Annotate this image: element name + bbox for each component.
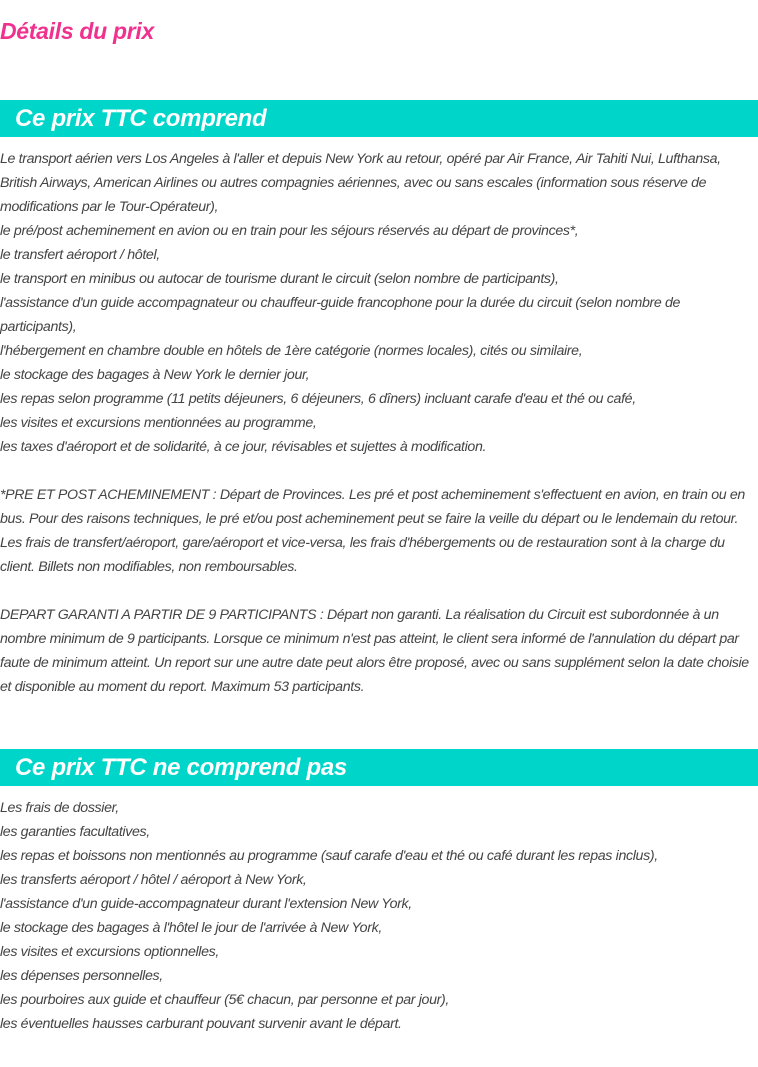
list-item: les garanties facultatives,: [0, 824, 150, 840]
spacer: [0, 579, 758, 603]
excludes-heading: Ce prix TTC ne comprend pas: [0, 749, 758, 786]
depart-garanti-note: DEPART GARANTI A PARTIR DE 9 PARTICIPANTS : Départ non garanti. La réalisation du Circuit est subordonnée à un nombre minimum de 9 participants. Lorsque ce minimum n'est pas atteint, le client sera informé de l'annulation du départ par faute de minimum atteint. Un report sur une autre date peut alors être proposé, avec ou sans supplément selon la date choisie et disponible au moment du report. Maximum 53 participants.: [0, 607, 749, 695]
list-item: les dépenses personnelles,: [0, 968, 163, 984]
list-item: le pré/post acheminement en avion ou en train pour les séjours réservés au départ de provinces*,: [0, 223, 579, 239]
list-item: l'assistance d'un guide-accompagnateur durant l'extension New York,: [0, 896, 412, 912]
list-item: Le transport aérien vers Los Angeles à l'aller et depuis New York au retour, opéré par Air France, Air Tahiti Nui, Lufthansa, British Airways, American Airlines ou autres compagnies aériennes, avec ou sans escales (information sous réserve de modifications par le Tour-Opérateur),: [0, 151, 721, 215]
list-item: les repas selon programme (11 petits déjeuners, 6 déjeuners, 6 dîners) incluant carafe d'eau et thé ou café,: [0, 391, 636, 407]
excludes-list: [0, 796, 758, 1036]
list-item: les visites et excursions mentionnées au programme,: [0, 415, 317, 431]
acheminement-note: *PRE ET POST ACHEMINEMENT : Départ de Provinces. Les pré et post acheminement s'effectuent en avion, en train ou en bus. Pour des raisons techniques, le pré et/ou post acheminement peut se faire la veille du départ ou le lendemain du retour. Les frais de transfert/aéroport, gare/aéroport et vice-versa, les frais d'hébergements ou de restauration sont à la charge du client. Billets non modifiables, non remboursables.: [0, 487, 745, 575]
page-title: Détails du prix: [0, 18, 154, 44]
includes-list: [0, 147, 758, 699]
list-item: le stockage des bagages à New York le dernier jour,: [0, 367, 310, 383]
list-item: le stockage des bagages à l'hôtel le jour de l'arrivée à New York,: [0, 920, 382, 936]
spacer: [0, 459, 758, 483]
list-item: les taxes d'aéroport et de solidarité, à ce jour, révisables et sujettes à modification.: [0, 439, 487, 455]
list-item: les transferts aéroport / hôtel / aéroport à New York,: [0, 872, 307, 888]
list-item: les pourboires aux guide et chauffeur (5€ chacun, par personne et par jour),: [0, 992, 449, 1008]
list-item: le transfert aéroport / hôtel,: [0, 247, 160, 263]
list-item: les éventuelles hausses carburant pouvant survenir avant le départ.: [0, 1016, 402, 1032]
includes-heading: Ce prix TTC comprend: [0, 100, 758, 137]
list-item: les repas et boissons non mentionnés au programme (sauf carafe d'eau et thé ou café durant les repas inclus),: [0, 848, 658, 864]
list-item: les visites et excursions optionnelles,: [0, 944, 219, 960]
list-item: l'assistance d'un guide accompagnateur ou chauffeur-guide francophone pour la durée du circuit (selon nombre de participants),: [0, 295, 681, 335]
list-item: Les frais de dossier,: [0, 800, 119, 816]
list-item: le transport en minibus ou autocar de tourisme durant le circuit (selon nombre de participants),: [0, 271, 559, 287]
list-item: l'hébergement en chambre double en hôtels de 1ère catégorie (normes locales), cités ou similaire,: [0, 343, 583, 359]
